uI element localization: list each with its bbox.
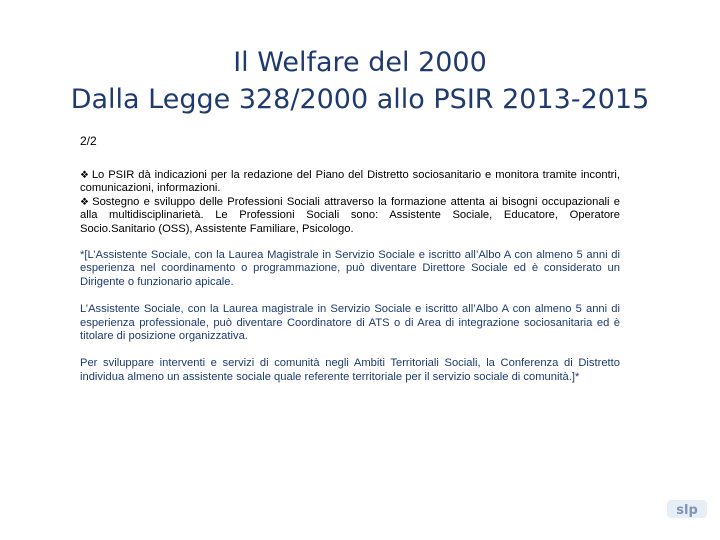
slide-body — [80, 169, 620, 384]
paragraph: Per sviluppare interventi e servizi di comunità negli Ambiti Territoriali Sociali, la Conferenza di Distretto individua almeno un assistente sociale quale referente territoriale per il servizio sociale di comunità.]* — [80, 357, 620, 383]
bullet-text: Lo PSIR dà indicazioni per la redazione del Piano del Distretto sociosanitario e monitora tramite incontri, comunicazioni, informazioni. — [80, 169, 620, 195]
paragraph: L’Assistente Sociale, con la Laurea magistrale in Servizio Sociale e iscritto all’Albo A con almeno 5 anni di esperienza professionale, può diventare Coordinatore di ATS o di Area di integrazione sociosanitaria ed è titolare di posizione organizzativa. — [80, 303, 620, 343]
title-line-1: Il Welfare del 2000 — [233, 47, 487, 78]
bullet-text: Sostegno e sviluppo delle Professioni Sociali attraverso la formazione attenta ai bisogni occupazionali e alla multidisciplinarietà. Le Professioni Sociali sono: Assistente Sociale, Educatore, Operatore Socio.Sanitario (OSS), Assistente Familiare, Psicologo. — [80, 195, 620, 235]
diamond-bullet-icon: ❖ — [80, 170, 90, 181]
paragraph: *[L’Assistente Sociale, con la Laurea Magistrale in Servizio Sociale e iscritto all’Albo A con almeno 5 anni di esperienza nel coordinamento o programmazione, può diventare Direttore Sociale ed è considerato un Dirigente o funzionario apicale. — [80, 249, 620, 288]
diamond-bullet-icon: ❖ — [80, 196, 91, 208]
svg-text:slp: slp — [676, 503, 698, 518]
bullet-item — [80, 196, 620, 236]
logo-icon — [666, 496, 708, 522]
slide-title — [40, 44, 680, 118]
bullet-item — [80, 169, 620, 196]
title-line-2: Dalla Legge 328/2000 allo PSIR 2013-2015 — [70, 84, 650, 115]
page-counter: 2/2 — [80, 134, 97, 148]
